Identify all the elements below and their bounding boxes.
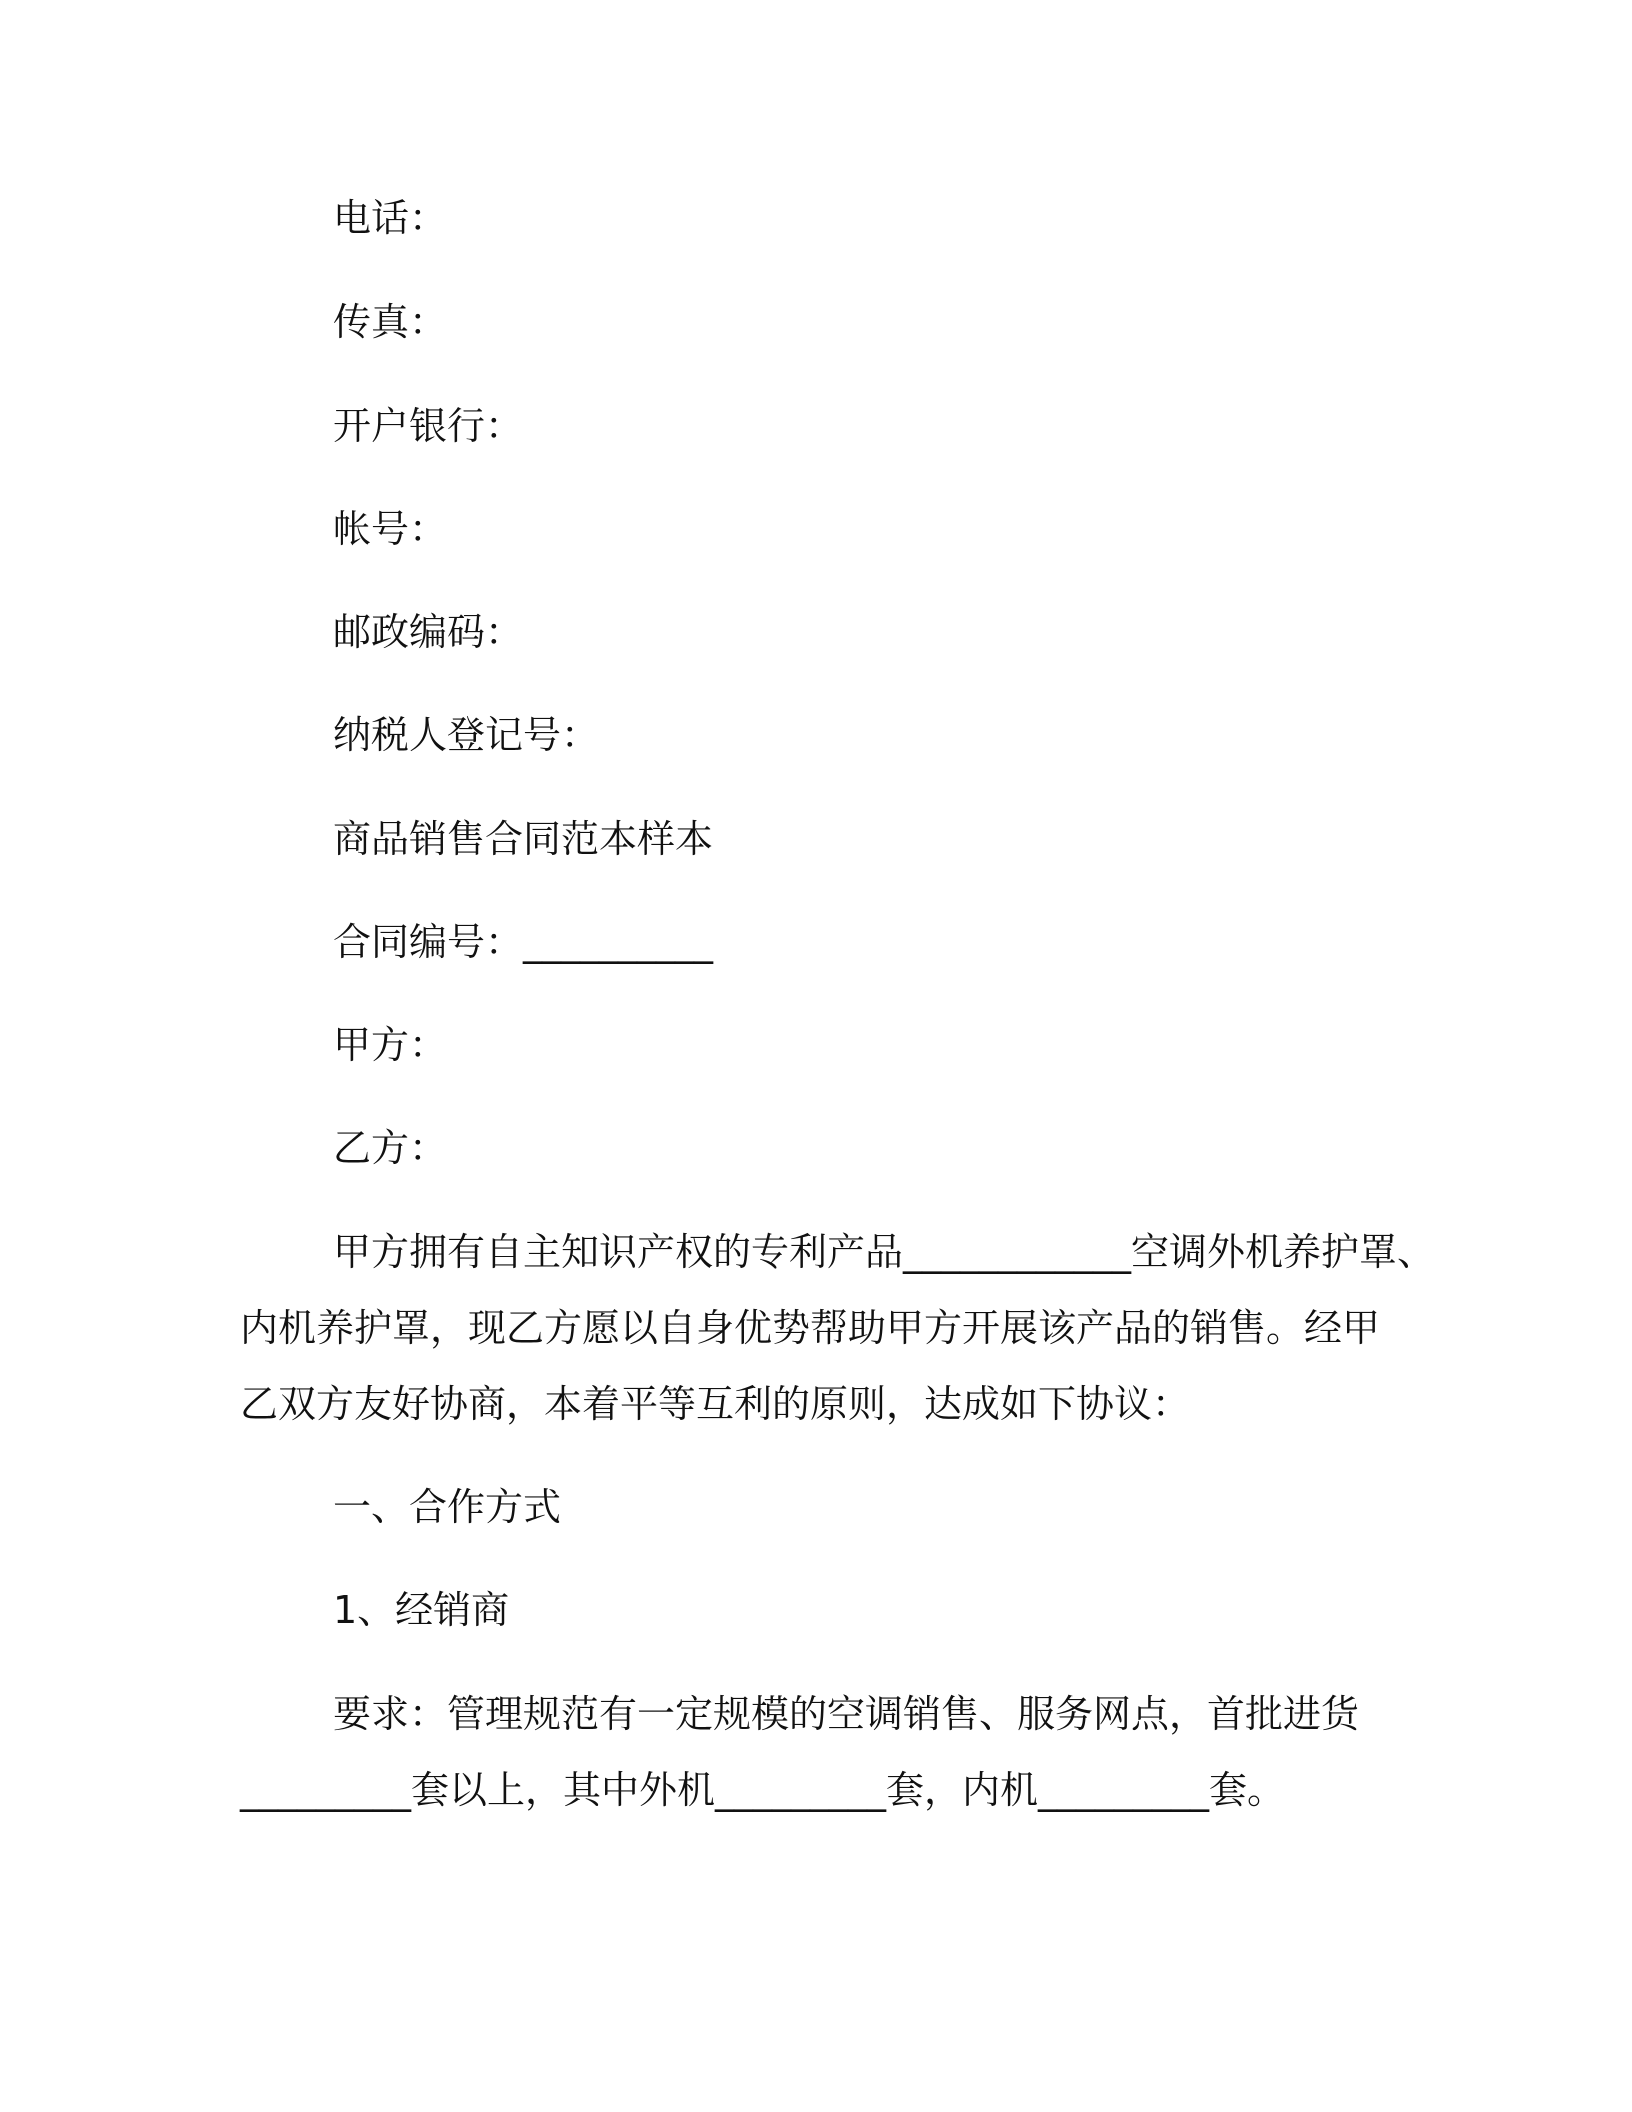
requirement-line: _________套以上，其中外机_________套，内机_________套。: [240, 1768, 1286, 1812]
requirement-line: 要求：管理规范有一定规模的空调销售、服务网点，首批进货: [333, 1692, 1360, 1736]
section-heading: 一、合作方式: [333, 1485, 562, 1529]
bank-label: 开户银行：: [333, 404, 524, 448]
party-b-label: 乙方：: [333, 1126, 448, 1170]
subsection-heading: 1、经销商: [333, 1588, 510, 1632]
contract-number: 合同编号：__________: [333, 920, 714, 964]
party-a-label: 甲方：: [333, 1023, 448, 1067]
intro-paragraph-line: 乙双方友好协商，本着平等互利的原则，达成如下协议：: [240, 1382, 1191, 1426]
intro-paragraph-line: 内机养护罩，现乙方愿以自身优势帮助甲方开展该产品的销售。经甲: [240, 1306, 1381, 1350]
taxpayer-id-label: 纳税人登记号：: [333, 713, 600, 757]
account-label: 帐号：: [333, 507, 448, 551]
fax-label: 传真：: [333, 300, 448, 344]
contract-title: 商品销售合同范本样本: [333, 817, 714, 861]
phone-label: 电话：: [333, 196, 448, 240]
intro-paragraph-line: 甲方拥有自主知识产权的专利产品____________空调外机养护罩、: [333, 1230, 1436, 1274]
postal-code-label: 邮政编码：: [333, 610, 524, 654]
